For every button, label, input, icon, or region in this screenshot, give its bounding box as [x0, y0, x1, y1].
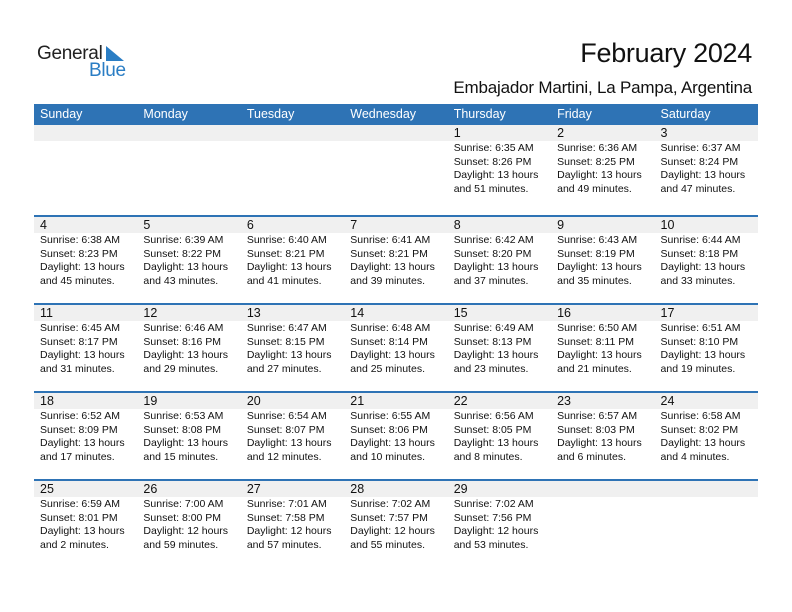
sunrise-text: Sunrise: 6:46 AM [143, 322, 224, 334]
daylight-text: Daylight: 13 hours [40, 525, 125, 537]
sunset-text: Sunset: 8:26 PM [453, 155, 532, 168]
sunrise-text: Sunrise: 6:41 AM [350, 234, 431, 246]
daylight-text: Daylight: 12 hours [143, 525, 229, 537]
day-info [34, 233, 137, 288]
sunset-text: Sunset: 8:13 PM [453, 335, 532, 348]
daylight-text: and 55 minutes. [350, 538, 425, 551]
sunrise-text: Sunrise: 6:54 AM [246, 410, 327, 422]
daylight-text: and 10 minutes. [350, 450, 425, 463]
day-cell [551, 481, 654, 552]
day-number: 22 [448, 393, 551, 409]
daylight-text: and 57 minutes. [246, 538, 322, 551]
sunrise-text: Sunrise: 6:51 AM [660, 322, 741, 334]
sunrise-text: Sunrise: 6:36 AM [557, 142, 638, 154]
daylight-text: Daylight: 13 hours [143, 437, 229, 449]
daylight-text: and 47 minutes. [660, 182, 736, 195]
sunset-text: Sunset: 8:25 PM [557, 155, 635, 168]
daylight-text: Daylight: 13 hours [350, 261, 435, 273]
sunrise-text: Sunrise: 6:55 AM [350, 410, 431, 422]
daylight-text: Daylight: 13 hours [557, 437, 642, 449]
sunset-text: Sunset: 8:24 PM [660, 155, 739, 168]
day-number: 29 [448, 481, 551, 497]
sunset-text: Sunset: 8:07 PM [246, 423, 325, 436]
day-number: 4 [34, 217, 137, 233]
day-cell [551, 217, 654, 288]
day-info [137, 233, 240, 288]
day-number: 23 [551, 393, 654, 409]
daylight-text: and 25 minutes. [350, 362, 425, 375]
day-number: 20 [241, 393, 344, 409]
weekday-header-row [34, 104, 758, 125]
sunrise-text: Sunrise: 6:57 AM [557, 410, 638, 422]
daylight-text: Daylight: 12 hours [350, 525, 435, 537]
sunset-text: Sunset: 8:01 PM [40, 511, 118, 524]
daylight-text: Daylight: 13 hours [246, 261, 332, 273]
day-info [137, 409, 240, 464]
daylight-text: and 4 minutes. [660, 450, 730, 463]
day-number [137, 125, 240, 141]
day-number: 27 [241, 481, 344, 497]
sunrise-text: Sunrise: 6:43 AM [557, 234, 638, 246]
day-number: 17 [655, 305, 758, 321]
day-info [241, 321, 344, 376]
sunset-text: Sunset: 8:02 PM [660, 423, 739, 436]
sunrise-text: Sunrise: 7:02 AM [453, 498, 534, 510]
day-number: 9 [551, 217, 654, 233]
logo-word-blue: Blue [89, 60, 126, 81]
daylight-text: Daylight: 12 hours [453, 525, 539, 537]
day-info [241, 233, 344, 288]
day-number [344, 125, 447, 141]
daylight-text: and 23 minutes. [453, 362, 529, 375]
sunrise-text: Sunrise: 6:47 AM [246, 322, 327, 334]
daylight-text: and 53 minutes. [453, 538, 529, 551]
day-number [241, 125, 344, 141]
sunrise-text: Sunrise: 6:52 AM [40, 410, 120, 422]
daylight-text: Daylight: 13 hours [660, 437, 746, 449]
day-number: 12 [137, 305, 240, 321]
sunrise-text: Sunrise: 6:53 AM [143, 410, 224, 422]
day-number: 24 [655, 393, 758, 409]
daylight-text: Daylight: 13 hours [143, 261, 229, 273]
daylight-text: Daylight: 13 hours [660, 261, 746, 273]
page-title: February 2024 [580, 38, 752, 68]
day-number: 18 [34, 393, 137, 409]
day-cell [344, 125, 447, 196]
day-cell [655, 125, 758, 196]
daylight-text: Daylight: 13 hours [557, 169, 642, 181]
day-cell [34, 393, 137, 464]
day-number: 21 [344, 393, 447, 409]
daylight-text: and 37 minutes. [453, 274, 529, 287]
day-number: 5 [137, 217, 240, 233]
sunrise-text: Sunrise: 6:45 AM [40, 322, 120, 334]
sunset-text: Sunset: 8:23 PM [40, 247, 118, 260]
daylight-text: and 27 minutes. [246, 362, 322, 375]
sunrise-text: Sunrise: 7:02 AM [350, 498, 431, 510]
day-info [34, 409, 137, 464]
day-cell [655, 393, 758, 464]
day-number [551, 481, 654, 497]
daylight-text: and 6 minutes. [557, 450, 626, 463]
sunrise-text: Sunrise: 6:48 AM [350, 322, 431, 334]
triangle-flag-icon [106, 46, 124, 61]
daylight-text: Daylight: 12 hours [246, 525, 332, 537]
day-number: 2 [551, 125, 654, 141]
day-info [655, 321, 758, 376]
day-info [34, 321, 137, 376]
sunrise-text: Sunrise: 7:01 AM [246, 498, 327, 510]
day-cell [34, 217, 137, 288]
day-cell [241, 481, 344, 552]
day-info [344, 233, 447, 288]
location-subtitle: Embajador Martini, La Pampa, Argentina [453, 78, 752, 97]
day-info [344, 321, 447, 376]
daylight-text: and 33 minutes. [660, 274, 736, 287]
day-number [34, 125, 137, 141]
day-cell [241, 217, 344, 288]
day-number: 3 [655, 125, 758, 141]
day-cell [34, 125, 137, 196]
day-cell [655, 481, 758, 552]
weekday-tuesday: Tuesday [246, 107, 295, 121]
day-number [655, 481, 758, 497]
daylight-text: and 39 minutes. [350, 274, 425, 287]
sunset-text: Sunset: 8:14 PM [350, 335, 428, 348]
daylight-text: and 35 minutes. [557, 274, 632, 287]
day-info [551, 233, 654, 288]
day-cell [137, 217, 240, 288]
daylight-text: Daylight: 13 hours [350, 349, 435, 361]
day-info [344, 141, 447, 142]
day-info [448, 409, 551, 464]
daylight-text: Daylight: 13 hours [557, 349, 642, 361]
day-number: 15 [448, 305, 551, 321]
day-number: 10 [655, 217, 758, 233]
day-number: 8 [448, 217, 551, 233]
sunrise-text: Sunrise: 6:38 AM [40, 234, 120, 246]
day-number: 26 [137, 481, 240, 497]
day-cell [34, 481, 137, 552]
day-cell [241, 125, 344, 196]
day-cell [137, 125, 240, 196]
week-row [34, 479, 758, 567]
day-info [344, 497, 447, 552]
daylight-text: Daylight: 13 hours [453, 169, 539, 181]
daylight-text: Daylight: 13 hours [660, 349, 746, 361]
sunset-text: Sunset: 8:17 PM [40, 335, 118, 348]
daylight-text: Daylight: 13 hours [453, 349, 539, 361]
weekday-sunday: Sunday [40, 107, 83, 121]
daylight-text: and 41 minutes. [246, 274, 322, 287]
daylight-text: and 31 minutes. [40, 362, 115, 375]
day-number: 1 [448, 125, 551, 141]
sunset-text: Sunset: 8:15 PM [246, 335, 325, 348]
day-info [34, 497, 137, 552]
day-number: 7 [344, 217, 447, 233]
weekday-saturday: Saturday [660, 107, 711, 121]
day-number: 28 [344, 481, 447, 497]
day-cell [137, 481, 240, 552]
daylight-text: and 19 minutes. [660, 362, 736, 375]
day-info [448, 321, 551, 376]
day-cell [344, 305, 447, 376]
daylight-text: Daylight: 13 hours [143, 349, 229, 361]
sunset-text: Sunset: 8:00 PM [143, 511, 222, 524]
daylight-text: and 12 minutes. [246, 450, 322, 463]
logo-word-general: General [37, 43, 103, 64]
daylight-text: and 43 minutes. [143, 274, 219, 287]
sunset-text: Sunset: 8:03 PM [557, 423, 635, 436]
sunrise-text: Sunrise: 6:39 AM [143, 234, 224, 246]
day-info [655, 409, 758, 464]
sunset-text: Sunset: 8:21 PM [350, 247, 428, 260]
day-cell [655, 217, 758, 288]
sunrise-text: Sunrise: 7:00 AM [143, 498, 224, 510]
day-cell [448, 217, 551, 288]
sunset-text: Sunset: 8:21 PM [246, 247, 325, 260]
day-cell [448, 125, 551, 196]
sunrise-text: Sunrise: 6:42 AM [453, 234, 534, 246]
sunset-text: Sunset: 8:10 PM [660, 335, 739, 348]
day-info [137, 141, 240, 142]
sunrise-text: Sunrise: 6:58 AM [660, 410, 741, 422]
day-cell [344, 393, 447, 464]
sunset-text: Sunset: 7:58 PM [246, 511, 325, 524]
sunset-text: Sunset: 8:16 PM [143, 335, 222, 348]
day-cell [137, 393, 240, 464]
sunrise-text: Sunrise: 6:35 AM [453, 142, 534, 154]
day-info [551, 497, 654, 498]
day-info [34, 141, 137, 142]
day-number: 25 [34, 481, 137, 497]
daylight-text: and 49 minutes. [557, 182, 632, 195]
day-cell [241, 305, 344, 376]
week-row [34, 215, 758, 303]
daylight-text: and 2 minutes. [40, 538, 109, 551]
day-number: 11 [34, 305, 137, 321]
day-info [448, 497, 551, 552]
day-cell [448, 393, 551, 464]
day-info [241, 409, 344, 464]
day-info [241, 141, 344, 142]
sunset-text: Sunset: 8:09 PM [40, 423, 118, 436]
day-number: 19 [137, 393, 240, 409]
day-info [448, 141, 551, 196]
daylight-text: and 15 minutes. [143, 450, 219, 463]
daylight-text: Daylight: 13 hours [40, 437, 125, 449]
day-info [655, 141, 758, 196]
day-info [551, 141, 654, 196]
day-cell [344, 217, 447, 288]
day-number: 6 [241, 217, 344, 233]
day-info [344, 409, 447, 464]
sunset-text: Sunset: 8:08 PM [143, 423, 222, 436]
sunset-text: Sunset: 8:05 PM [453, 423, 532, 436]
day-number: 16 [551, 305, 654, 321]
daylight-text: Daylight: 13 hours [350, 437, 435, 449]
weekday-wednesday: Wednesday [350, 107, 417, 121]
sunset-text: Sunset: 8:11 PM [557, 335, 634, 348]
day-info [655, 233, 758, 288]
weekday-friday: Friday [557, 107, 592, 121]
daylight-text: and 17 minutes. [40, 450, 115, 463]
day-cell [241, 393, 344, 464]
day-cell [551, 305, 654, 376]
weekday-monday: Monday [143, 107, 188, 121]
day-info [137, 321, 240, 376]
daylight-text: and 8 minutes. [453, 450, 523, 463]
week-row [34, 391, 758, 479]
day-info [655, 497, 758, 498]
sunset-text: Sunset: 8:22 PM [143, 247, 222, 260]
sunset-text: Sunset: 8:18 PM [660, 247, 739, 260]
daylight-text: Daylight: 13 hours [557, 261, 642, 273]
sunset-text: Sunset: 8:20 PM [453, 247, 532, 260]
sunrise-text: Sunrise: 6:56 AM [453, 410, 534, 422]
daylight-text: Daylight: 13 hours [40, 261, 125, 273]
day-cell [448, 481, 551, 552]
calendar-grid [34, 104, 758, 567]
sunrise-text: Sunrise: 6:49 AM [453, 322, 534, 334]
sunrise-text: Sunrise: 6:50 AM [557, 322, 638, 334]
day-number: 13 [241, 305, 344, 321]
day-info [241, 497, 344, 552]
logo [37, 43, 137, 83]
daylight-text: Daylight: 13 hours [246, 437, 332, 449]
sunrise-text: Sunrise: 6:44 AM [660, 234, 741, 246]
day-cell [551, 125, 654, 196]
sunrise-text: Sunrise: 6:40 AM [246, 234, 327, 246]
sunrise-text: Sunrise: 6:37 AM [660, 142, 741, 154]
day-info [551, 409, 654, 464]
daylight-text: and 29 minutes. [143, 362, 219, 375]
sunset-text: Sunset: 7:56 PM [453, 511, 532, 524]
weekday-thursday: Thursday [453, 107, 506, 121]
day-cell [34, 305, 137, 376]
daylight-text: Daylight: 13 hours [40, 349, 125, 361]
day-cell [137, 305, 240, 376]
daylight-text: Daylight: 13 hours [660, 169, 746, 181]
sunrise-text: Sunrise: 6:59 AM [40, 498, 120, 510]
day-info [137, 497, 240, 552]
daylight-text: Daylight: 13 hours [453, 437, 539, 449]
day-cell [551, 393, 654, 464]
daylight-text: and 51 minutes. [453, 182, 529, 195]
daylight-text: and 45 minutes. [40, 274, 115, 287]
day-cell [448, 305, 551, 376]
sunset-text: Sunset: 7:57 PM [350, 511, 428, 524]
daylight-text: Daylight: 13 hours [453, 261, 539, 273]
day-number: 14 [344, 305, 447, 321]
day-info [551, 321, 654, 376]
daylight-text: and 59 minutes. [143, 538, 219, 551]
daylight-text: Daylight: 13 hours [246, 349, 332, 361]
sunset-text: Sunset: 8:06 PM [350, 423, 428, 436]
day-cell [344, 481, 447, 552]
day-info [448, 233, 551, 288]
week-row [34, 125, 758, 215]
daylight-text: and 21 minutes. [557, 362, 632, 375]
day-cell [655, 305, 758, 376]
week-row [34, 303, 758, 391]
sunset-text: Sunset: 8:19 PM [557, 247, 635, 260]
